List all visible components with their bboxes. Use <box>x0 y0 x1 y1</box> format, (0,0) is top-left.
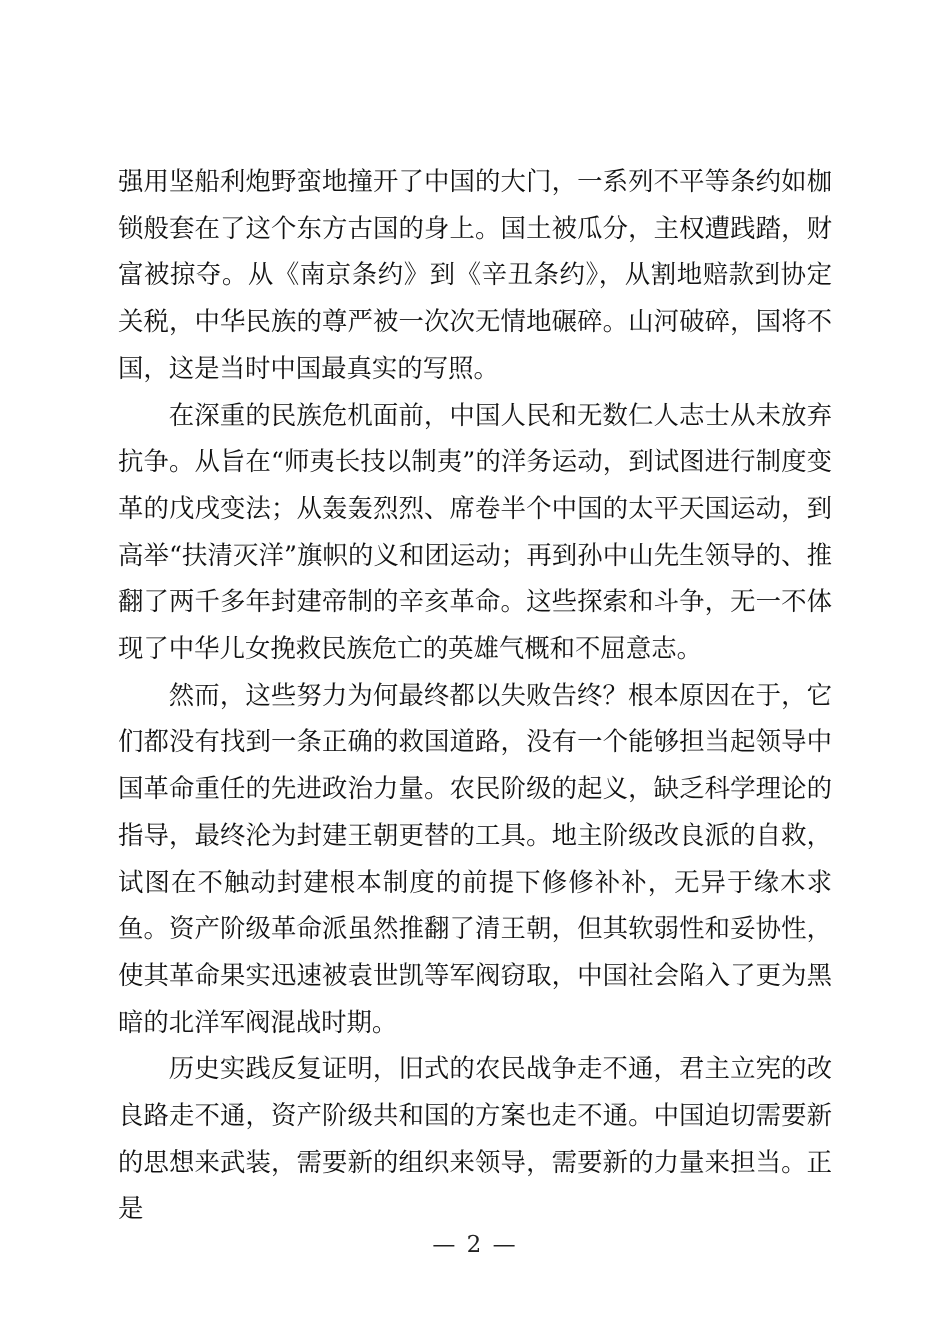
paragraph-4: 历史实践反复证明，旧式的农民战争走不通，君主立宪的改良路走不通，资产阶级共和国的方案也走不通。中国迫切需要新的思想来武装，需要新的组织来领导，需要新的力量来担当。正是 <box>118 1053 832 1224</box>
paragraph-1: 强用坚船利炮野蛮地撞开了中国的大门，一系列不平等条约如枷锁般套在了这个东方古国的身上。国土被瓜分，主权遭践踏，财富被掠夺。从《南京条约》到《辛丑条约》，从割地赔款到协定关税，中华民族的尊严被一次次无情地碾碎。山河破碎，国将不国，这是当时中国最真实的写照。 <box>118 166 832 383</box>
paragraph-2: 在深重的民族危机面前，中国人民和无数仁人志士从未放弃抗争。从旨在“师夷长技以制夷”的洋务运动，到试图进行制度变革的戊戌变法；从轰轰烈烈、席卷半个中国的太平天国运动，到高举“扶清灭洋”旗帜的义和团运动；再到孙中山先生领导的、推翻了两千多年封建帝制的辛亥革命。这些探索和斗争，无一不体现了中华儿女挽救民族危亡的英雄气概和不屈意志。 <box>118 399 832 664</box>
document-body <box>118 158 832 1232</box>
page-number-footer: — 2 — <box>432 1232 518 1258</box>
paragraph-3: 然而，这些努力为何最终都以失败告终？根本原因在于，它们都没有找到一条正确的救国道路，没有一个能够担当起领导中国革命重任的先进政治力量。农民阶级的起义，缺乏科学理论的指导，最终沦为封建王朝更替的工具。地主阶级改良派的自救，试图在不触动封建根本制度的前提下修修补补，无异于缘木求鱼。资产阶级革命派虽然推翻了清王朝，但其软弱性和妥协性，使其革命果实迅速被袁世凯等军阀窃取，中国社会陷入了更为黑暗的北洋军阀混战时期。 <box>118 679 832 1037</box>
